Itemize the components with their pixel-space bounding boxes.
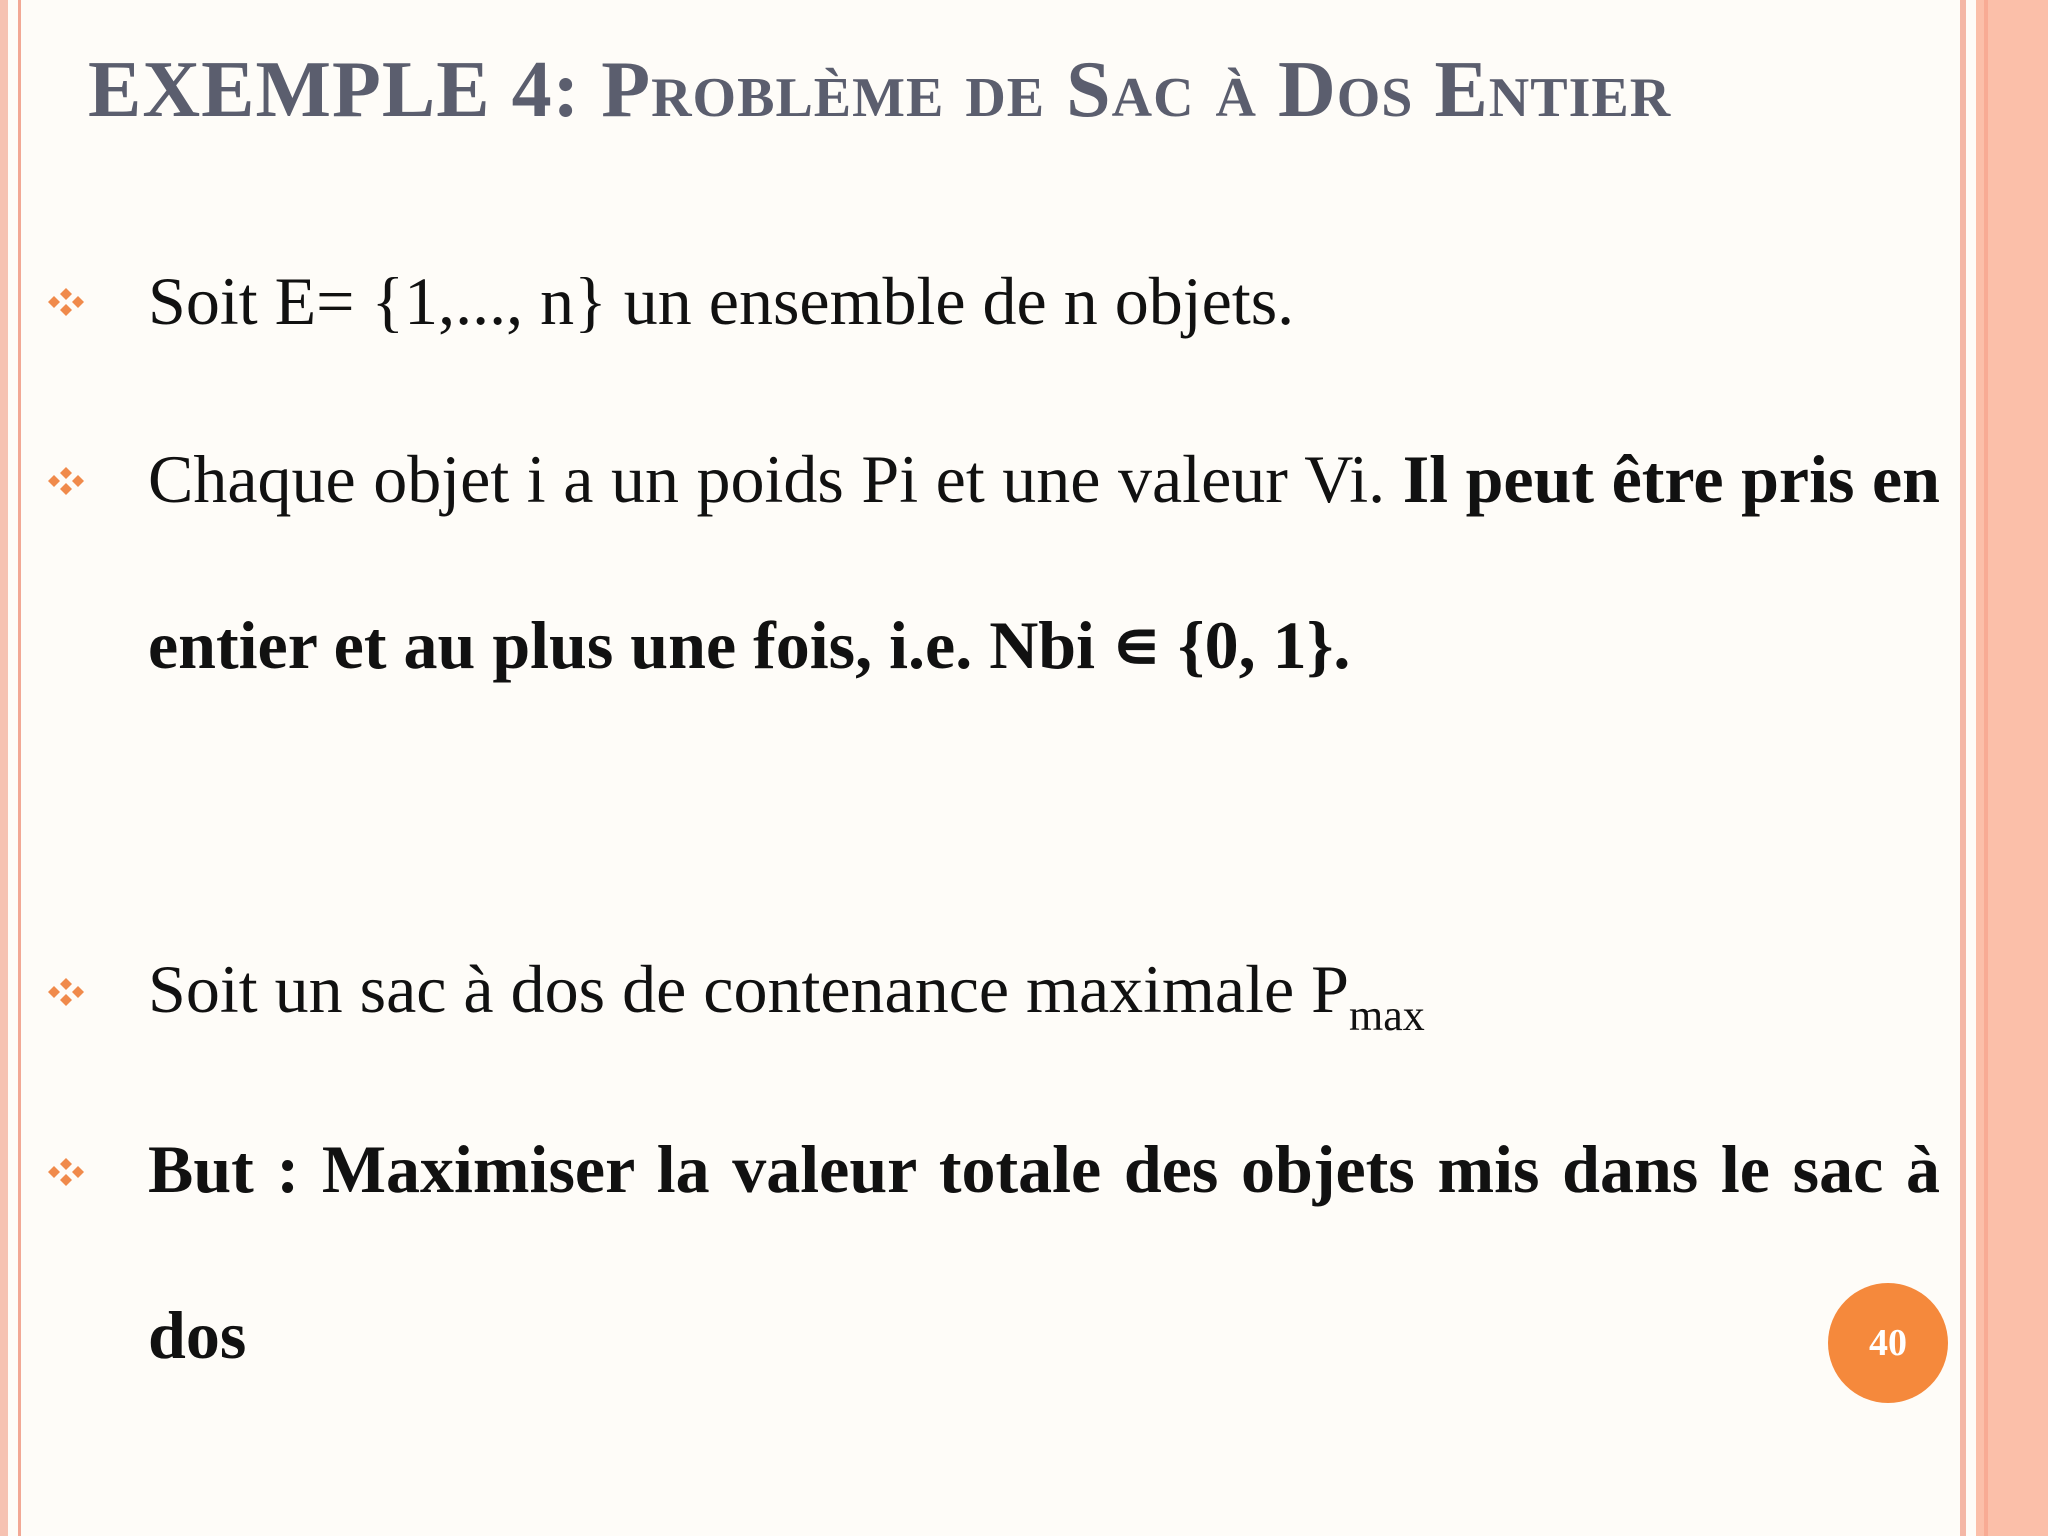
page-number-badge: 40	[1828, 1283, 1948, 1403]
bullet-4-text: But : Maximiser la valeur totale des objets mis dans le sac à dos	[148, 1131, 1940, 1373]
bullet-item-3	[44, 906, 1944, 1076]
bullet-text-4	[148, 1086, 1940, 1418]
left-border-line-thin	[18, 0, 21, 1536]
slide-title: EXEMPLE 4: Problème de Sac à Dos Entier	[88, 46, 1672, 134]
four-diamond-bullet-icon	[44, 280, 88, 324]
bullet-2-text-regular: Chaque objet i a un poids Pi et une valeur Vi.	[148, 441, 1403, 517]
bullet-text-3	[148, 906, 1940, 1072]
four-diamond-bullet-icon	[44, 1150, 88, 1194]
bullet-text-2	[148, 396, 1940, 728]
bullet-item-2	[44, 396, 1944, 896]
four-diamond-bullet-icon	[44, 459, 88, 503]
right-border-line	[1960, 0, 1966, 1536]
four-diamond-bullet-icon	[44, 970, 88, 1014]
left-border-line	[0, 0, 8, 1536]
bullet-3-subscript: max	[1349, 991, 1425, 1040]
bullet-item-1	[44, 218, 1944, 388]
right-border-line-inner	[1984, 0, 1988, 1536]
bullet-3-text: Soit un sac à dos de contenance maximale P	[148, 951, 1349, 1027]
bullet-2-text-bold: Il peut être pris en entier et au plus une fois, i.e. Nbi ∊ {0, 1}.	[148, 441, 1941, 683]
bullet-1-text: Soit E= {1,..., n} un ensemble de n objets.	[148, 263, 1295, 339]
bullet-item-4	[44, 1086, 1944, 1426]
bullet-text-1	[148, 218, 1940, 384]
